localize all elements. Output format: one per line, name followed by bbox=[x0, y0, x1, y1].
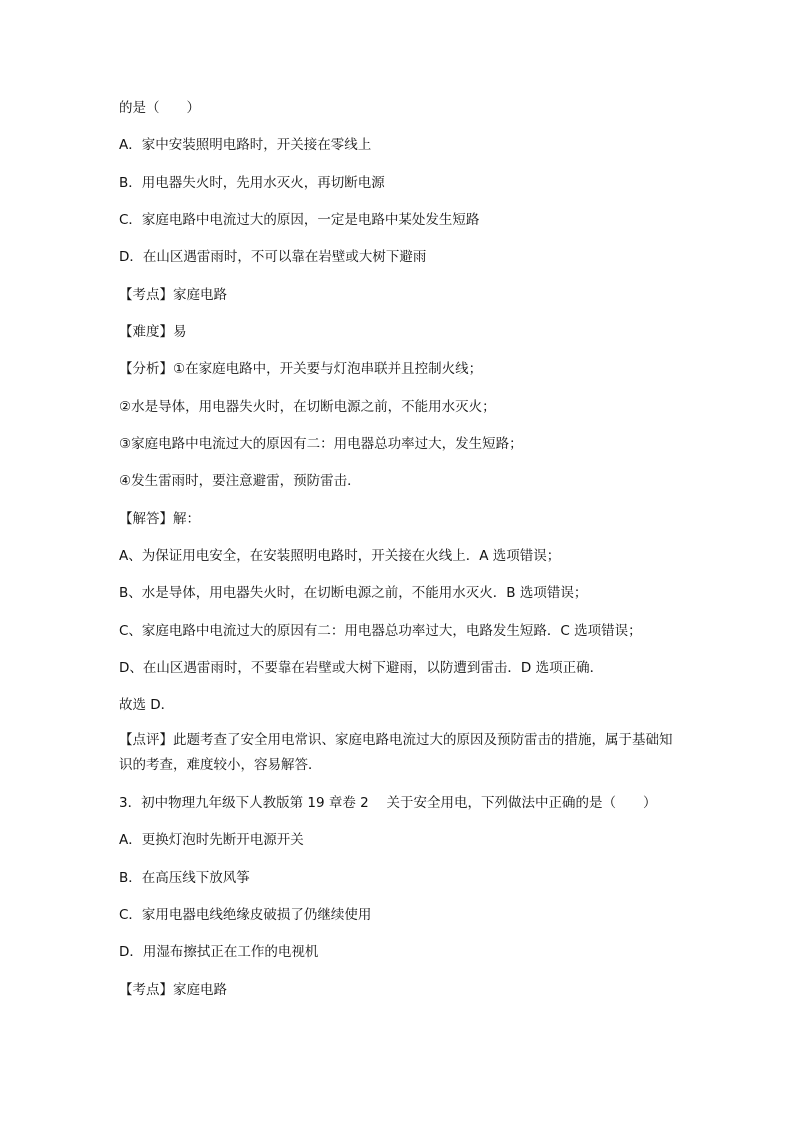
analysis-point-3: ③家庭电路中电流过大的原因有二：用电器总功率过大，发生短路； bbox=[119, 436, 523, 452]
solution-d: D、在山区遇雷雨时，不要靠在岩壁或大树下避雨，以防遭到雷击．D 选项正确． bbox=[119, 660, 604, 676]
q3-option-c: C．家用电器电线绝缘皮破损了仍继续使用 bbox=[119, 907, 372, 923]
analysis-point-2: ②水是导体，用电器失火时，在切断电源之前，不能用水灭火； bbox=[119, 399, 496, 415]
option-b: B．用电器失火时，先用水灭火，再切断电源 bbox=[119, 175, 385, 191]
knowledge-point: 【考点】家庭电路 bbox=[119, 287, 227, 303]
option-d: D．在山区遇雷雨时，不可以靠在岩壁或大树下避雨 bbox=[119, 249, 427, 265]
q3-option-d: D．用湿布擦拭正在工作的电视机 bbox=[119, 944, 319, 960]
solution-c: C、家庭电路中电流过大的原因有二：用电器总功率过大，电路发生短路．C 选项错误； bbox=[119, 623, 642, 639]
q3-knowledge-point: 【考点】家庭电路 bbox=[119, 982, 227, 998]
solution-b: B、水是导体，用电器失火时，在切断电源之前，不能用水灭火．B 选项错误； bbox=[119, 585, 588, 601]
question-stem-continuation: 的是（ ） bbox=[119, 100, 200, 116]
question-3-stem: 3．初中物理九年级下人教版第 19 章卷 2 关于安全用电，下列做法中正确的是（ ） bbox=[119, 795, 657, 811]
comment-paragraph: 【点评】此题考查了安全用电常识、家庭电路电流过大的原因及预防雷击的措施，属于基础知识的考查，难度较小，容易解答． bbox=[119, 732, 673, 773]
answer: 故选 D． bbox=[119, 697, 175, 713]
solution-a: A、为保证用电安全，在安装照明电路时，开关接在火线上．A 选项错误； bbox=[119, 548, 561, 564]
analysis-point-4: ④发生雷雨时，要注意避雷，预防雷击． bbox=[119, 473, 361, 489]
analysis-heading: 【分析】①在家庭电路中，开关要与灯泡串联并且控制火线； bbox=[119, 361, 483, 377]
option-c: C．家庭电路中电流过大的原因，一定是电路中某处发生短路 bbox=[119, 212, 480, 228]
solution-heading: 【解答】解： bbox=[119, 511, 200, 527]
option-a: A．家中安装照明电路时，开关接在零线上 bbox=[119, 137, 372, 153]
difficulty: 【难度】易 bbox=[119, 324, 187, 340]
q3-option-a: A．更换灯泡时先断开电源开关 bbox=[119, 832, 304, 848]
q3-option-b: B．在高压线下放风筝 bbox=[119, 870, 250, 886]
